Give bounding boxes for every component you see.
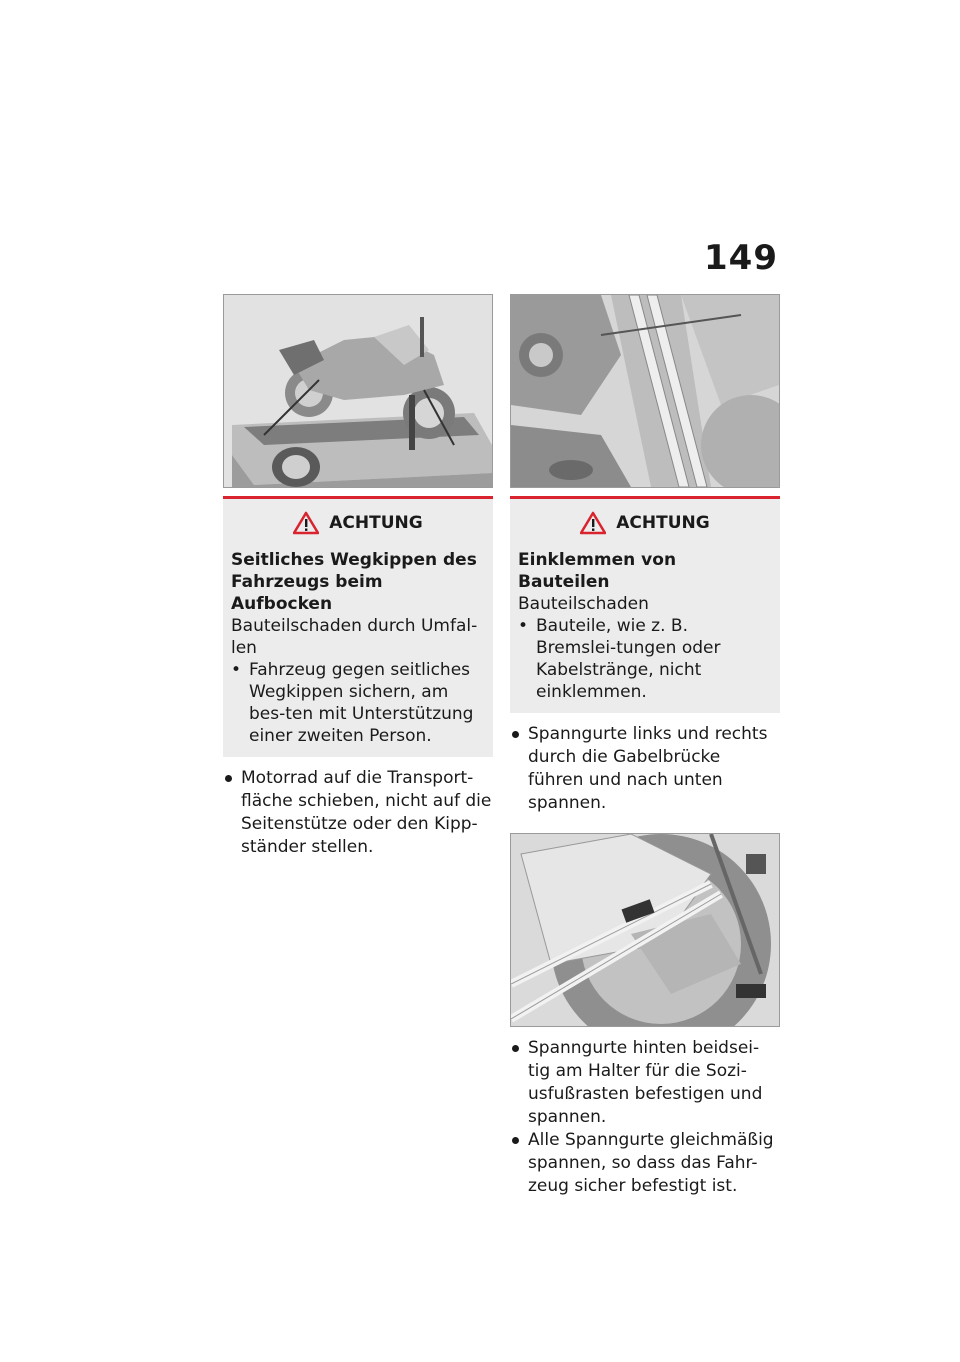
warning-triangle-icon — [293, 511, 319, 535]
right-column — [510, 294, 780, 1198]
motorcycle-on-trailer-illustration — [224, 295, 492, 487]
warning-item-list — [518, 615, 772, 703]
warning-triangle-icon — [580, 511, 606, 535]
instruction-step: Alle Spanngurte gleichmäßig spannen, so dass das Fahr-zeug sicher befestigt ist. — [510, 1129, 780, 1198]
warning-label: ACHTUNG — [616, 513, 710, 533]
warning-item: • Bauteile, wie z. B. Bremslei-tungen oder Kabelstränge, nicht einklemmen. — [518, 616, 721, 702]
warning-item: • Fahrzeug gegen seitliches Wegkippen sichern, am bes-ten mit Unterstützung einer zweiten Person. — [231, 660, 474, 746]
front-fork-strap-illustration — [511, 295, 779, 487]
bullet-icon: • — [518, 616, 529, 636]
warning-header — [518, 511, 772, 535]
bullet-icon — [512, 731, 519, 738]
instruction-list — [510, 1037, 780, 1198]
bullet-icon — [512, 1045, 519, 1052]
rear-footrest-strap-figure — [510, 833, 780, 1027]
instruction-list — [223, 767, 493, 859]
motorcycle-on-trailer-figure — [223, 294, 493, 488]
front-fork-strap-figure — [510, 294, 780, 488]
page-number: 149 — [704, 238, 778, 278]
bullet-icon — [512, 1137, 519, 1144]
warning-text: Bauteilschaden durch Umfal-len — [231, 616, 478, 658]
rear-footrest-strap-illustration — [511, 834, 779, 1026]
warning-item-list — [231, 659, 485, 747]
warning-box — [510, 496, 780, 713]
warning-text: Bauteilschaden — [518, 594, 649, 614]
instruction-step: Spanngurte hinten beidsei-tig am Halter für die Sozi-usfußrasten befestigen und spannen. — [510, 1037, 780, 1129]
warning-title: Seitliches Wegkippen des Fahrzeugs beim Aufbocken — [231, 550, 477, 614]
instruction-step: Motorrad auf die Transport-fläche schieben, nicht auf die Seitenstütze oder den Kipp-ständer stellen. — [223, 767, 493, 859]
instruction-list — [510, 723, 780, 815]
warning-box — [223, 496, 493, 757]
bullet-icon: • — [231, 660, 242, 680]
warning-header — [231, 511, 485, 535]
left-column — [223, 294, 493, 859]
instruction-step: Spanngurte links und rechts durch die Gabelbrücke führen und nach unten spannen. — [510, 723, 780, 815]
warning-title: Einklemmen von Bauteilen — [518, 550, 677, 592]
bullet-icon — [225, 775, 232, 782]
warning-label: ACHTUNG — [329, 513, 423, 533]
